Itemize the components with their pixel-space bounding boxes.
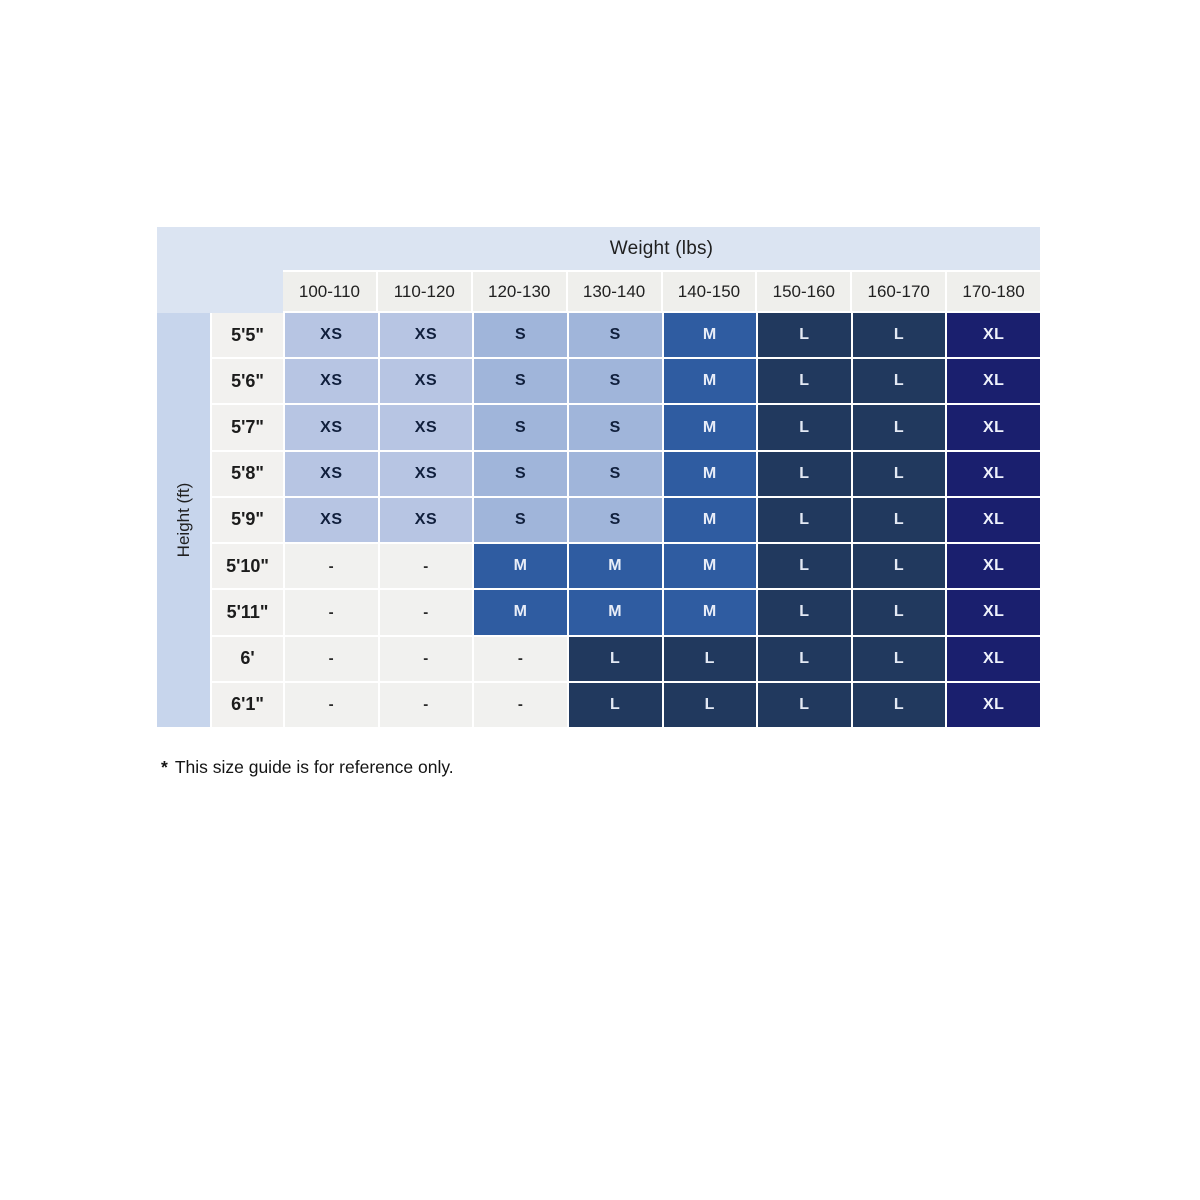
size-cell-empty: - — [474, 637, 567, 681]
size-cell: L — [758, 544, 851, 588]
size-cell: S — [474, 498, 567, 542]
size-cell: M — [664, 590, 757, 634]
size-cell: L — [853, 498, 946, 542]
size-cell: L — [569, 683, 662, 727]
size-cell: L — [664, 637, 757, 681]
weight-axis-header — [283, 227, 1040, 270]
size-cell: L — [758, 359, 851, 403]
size-cell: M — [664, 405, 757, 449]
height-row-header: 5'10" — [212, 544, 283, 588]
size-cell: S — [569, 452, 662, 496]
size-cell: M — [664, 544, 757, 588]
footnote — [161, 757, 454, 778]
size-cell: XS — [380, 313, 473, 357]
size-cell: L — [853, 359, 946, 403]
size-cell: L — [853, 590, 946, 634]
height-row-header: 5'8" — [212, 452, 283, 496]
size-grid — [212, 313, 1040, 727]
height-row-header: 5'7" — [212, 405, 283, 449]
size-cell: S — [569, 313, 662, 357]
size-cell: L — [569, 637, 662, 681]
size-cell: XS — [285, 313, 378, 357]
size-cell-empty: - — [285, 544, 378, 588]
size-cell: L — [758, 452, 851, 496]
size-cell: XS — [285, 405, 378, 449]
size-cell: M — [664, 359, 757, 403]
weight-column-header: 140-150 — [663, 272, 756, 311]
size-cell: L — [758, 405, 851, 449]
size-cell: M — [474, 590, 567, 634]
size-cell: XS — [380, 452, 473, 496]
height-row-header: 5'9" — [212, 498, 283, 542]
size-cell: S — [569, 359, 662, 403]
table-corner — [157, 227, 283, 313]
height-row-header: 5'11" — [212, 590, 283, 634]
size-cell: S — [474, 359, 567, 403]
size-cell: XS — [285, 359, 378, 403]
size-cell: XS — [285, 498, 378, 542]
weight-column-headers — [283, 272, 1040, 311]
size-cell: XL — [947, 313, 1040, 357]
weight-column-header: 100-110 — [283, 272, 376, 311]
footnote-asterisk: * — [161, 757, 168, 777]
weight-column-header: 110-120 — [378, 272, 471, 311]
footnote-text: This size guide is for reference only. — [174, 757, 454, 777]
size-cell: XL — [947, 544, 1040, 588]
weight-column-header: 150-160 — [757, 272, 850, 311]
size-cell: S — [474, 313, 567, 357]
weight-axis-label: Weight (lbs) — [609, 237, 714, 259]
height-row-header: 5'6" — [212, 359, 283, 403]
size-cell: XL — [947, 637, 1040, 681]
size-cell: M — [569, 544, 662, 588]
size-cell: XL — [947, 683, 1040, 727]
size-cell: XS — [380, 359, 473, 403]
size-cell: XL — [947, 405, 1040, 449]
size-cell: L — [853, 313, 946, 357]
weight-column-header: 130-140 — [568, 272, 661, 311]
size-cell: XS — [285, 452, 378, 496]
size-cell-empty: - — [285, 590, 378, 634]
size-cell: S — [569, 405, 662, 449]
size-cell: L — [758, 590, 851, 634]
height-axis-header — [157, 313, 210, 727]
height-row-header: 6'1" — [212, 683, 283, 727]
size-cell-empty: - — [285, 637, 378, 681]
height-row-header: 6' — [212, 637, 283, 681]
height-axis-label: Height (ft) — [173, 482, 193, 558]
size-cell-empty: - — [474, 683, 567, 727]
size-cell: S — [569, 498, 662, 542]
size-cell: M — [664, 313, 757, 357]
size-cell: L — [664, 683, 757, 727]
size-cell: M — [474, 544, 567, 588]
weight-column-header: 120-130 — [473, 272, 566, 311]
size-cell: XS — [380, 405, 473, 449]
size-cell: XL — [947, 590, 1040, 634]
size-cell: L — [758, 498, 851, 542]
size-cell: XL — [947, 498, 1040, 542]
size-cell: L — [758, 637, 851, 681]
size-cell: L — [853, 683, 946, 727]
size-cell: M — [569, 590, 662, 634]
size-cell: XS — [380, 498, 473, 542]
weight-column-header: 170-180 — [947, 272, 1040, 311]
size-cell: S — [474, 452, 567, 496]
size-cell-empty: - — [380, 590, 473, 634]
height-row-header: 5'5" — [212, 313, 283, 357]
size-guide-table — [157, 227, 1040, 727]
size-cell: L — [758, 313, 851, 357]
weight-column-header: 160-170 — [852, 272, 945, 311]
size-cell: L — [853, 405, 946, 449]
size-cell-empty: - — [380, 544, 473, 588]
size-cell: L — [853, 544, 946, 588]
size-cell: XL — [947, 452, 1040, 496]
size-cell-empty: - — [285, 683, 378, 727]
size-cell: M — [664, 498, 757, 542]
size-cell: M — [664, 452, 757, 496]
size-cell-empty: - — [380, 637, 473, 681]
size-cell: L — [853, 452, 946, 496]
size-cell: XL — [947, 359, 1040, 403]
size-cell: L — [758, 683, 851, 727]
size-cell-empty: - — [380, 683, 473, 727]
size-cell: S — [474, 405, 567, 449]
size-cell: L — [853, 637, 946, 681]
